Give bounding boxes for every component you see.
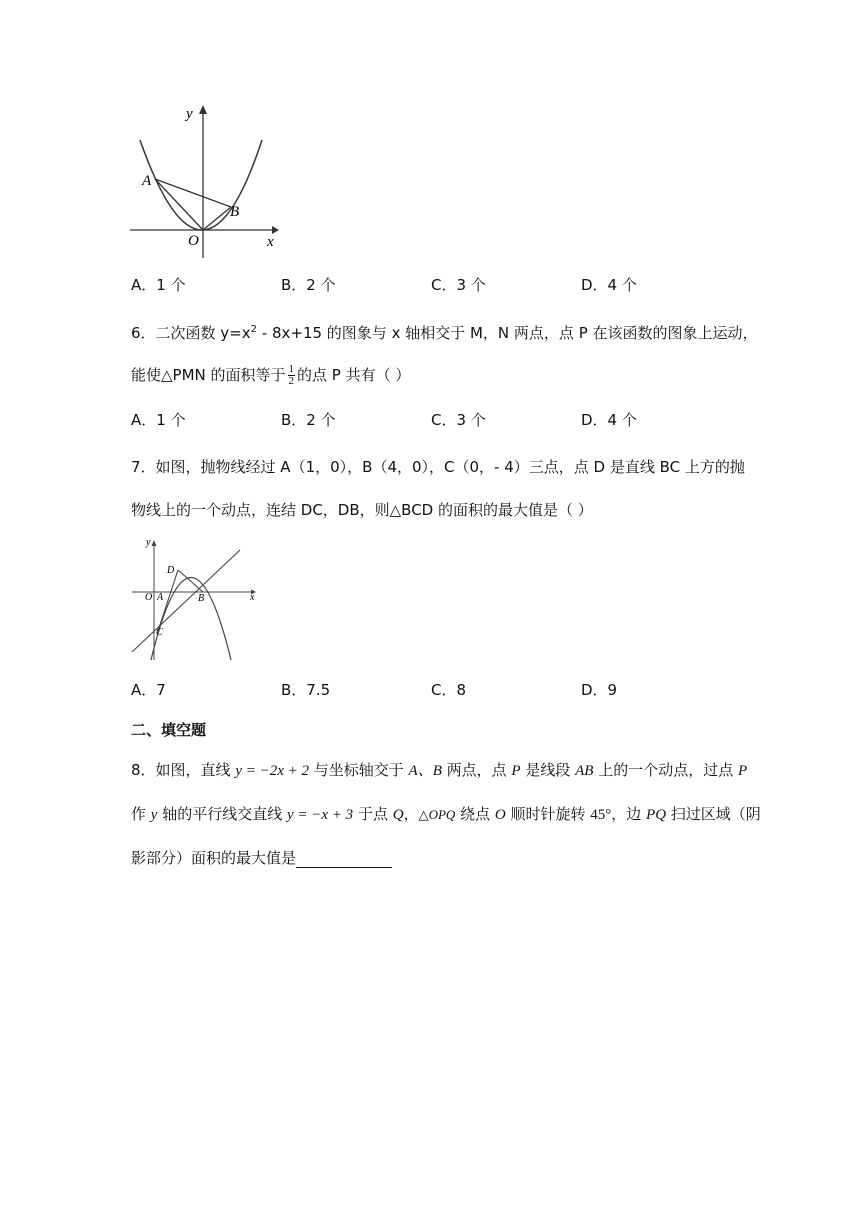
q8-t4: 是线段 bbox=[520, 761, 576, 779]
q8-line-2 bbox=[131, 804, 761, 825]
q8-t14: 影部分）面积的最大值是 bbox=[131, 849, 297, 867]
q6-option-a: A．1 个 bbox=[131, 411, 186, 429]
q8-t6: 作 bbox=[131, 805, 151, 823]
q8-point-p: P bbox=[511, 763, 521, 779]
y-axis-arrow bbox=[199, 105, 207, 114]
q8-t1: 8．如图，直线 bbox=[131, 761, 236, 779]
q6-line-2 bbox=[131, 362, 410, 388]
q6-line-1 bbox=[131, 320, 758, 343]
q8-point-o: O bbox=[494, 807, 506, 823]
segment-oa bbox=[155, 179, 203, 230]
q6-frac-num: 1 bbox=[288, 363, 295, 375]
q8-t13: 扫过区域（阴 bbox=[666, 805, 761, 823]
label-a: A bbox=[157, 592, 164, 603]
q6-option-d: D．4 个 bbox=[581, 411, 637, 429]
label-y: y bbox=[146, 537, 151, 548]
q5-option-b: B．2 个 bbox=[281, 276, 336, 294]
q5-option-c: C．3 个 bbox=[431, 276, 486, 294]
q8-t12: ，边 bbox=[611, 805, 647, 823]
q8-t10: 绕点 bbox=[455, 805, 495, 823]
label-y: y bbox=[186, 106, 193, 122]
q8-point-p-2: P bbox=[738, 763, 748, 779]
label-d: D bbox=[167, 565, 175, 576]
q5-option-a: A．1 个 bbox=[131, 276, 186, 294]
q8-t7: 轴的平行线交直线 bbox=[157, 805, 287, 823]
label-x: x bbox=[267, 234, 274, 250]
parabola-bcd-figure bbox=[128, 535, 268, 665]
q7-option-d: D．9 bbox=[581, 681, 618, 699]
q7-line-2: 物线上的一个动点，连结 DC，DB，则△BCD 的面积的最大值是（ ） bbox=[131, 501, 593, 519]
y-axis-arrow bbox=[152, 540, 157, 546]
q8-t5: 上的一个动点，过点 bbox=[593, 761, 739, 779]
q8-segment-ab: AB bbox=[575, 763, 594, 779]
q8-t3: 两点，点 bbox=[441, 761, 512, 779]
label-b: B bbox=[198, 593, 205, 604]
q8-line-3 bbox=[131, 848, 392, 868]
q8-y-axis-var: y bbox=[150, 807, 158, 823]
q8-angle: 45° bbox=[590, 807, 612, 823]
parabola-curve bbox=[151, 578, 231, 661]
q7-option-a: A．7 bbox=[131, 681, 166, 699]
q8-line-eq-2: y = −x + 3 bbox=[287, 807, 354, 823]
q7-option-b: B．7.5 bbox=[281, 681, 331, 699]
q5-option-d: D．4 个 bbox=[581, 276, 637, 294]
label-x: x bbox=[250, 592, 255, 603]
x-axis-arrow bbox=[272, 226, 279, 234]
q6-text-a: 6．二次函数 y=x bbox=[131, 324, 251, 342]
label-b: B bbox=[230, 204, 240, 220]
q6-text-d: 的点 P 共有（ ） bbox=[297, 366, 411, 384]
q8-line-1 bbox=[131, 760, 747, 781]
parabola-triangle-figure bbox=[128, 100, 288, 260]
q7-line-1: 7．如图，抛物线经过 A（1，0），B（4，0），C（0，- 4）三点，点 D 是直线 BC 上方的抛 bbox=[131, 458, 745, 476]
label-a: A bbox=[142, 173, 152, 189]
q8-line-eq-1: y = −2x + 2 bbox=[235, 763, 309, 779]
section-heading-fill-in: 二、填空题 bbox=[131, 721, 207, 739]
q6-text-c: 能使△PMN 的面积等于 bbox=[131, 366, 286, 384]
parabola-curve bbox=[140, 140, 262, 230]
segment-ob bbox=[203, 207, 231, 230]
q8-edge-pq: PQ bbox=[646, 807, 667, 823]
q8-points-ab: A、B bbox=[408, 763, 442, 779]
q6-text-b: - 8x+15 的图象与 x 轴相交于 M，N 两点，点 P 在该函数的图象上运动， bbox=[257, 324, 758, 342]
q8-answer-blank[interactable] bbox=[296, 851, 392, 868]
q6-exponent: 2 bbox=[250, 324, 258, 335]
q6-option-b: B．2 个 bbox=[281, 411, 336, 429]
q8-t8: 于点 bbox=[353, 805, 393, 823]
q6-frac-den: 2 bbox=[288, 375, 295, 387]
q8-t2: 与坐标轴交于 bbox=[309, 761, 409, 779]
q6-fraction bbox=[288, 364, 296, 387]
q8-t11: 顺时针旋转 bbox=[505, 805, 591, 823]
q8-point-q: Q bbox=[392, 807, 404, 823]
q7-option-c: C．8 bbox=[431, 681, 467, 699]
label-o: O bbox=[145, 592, 153, 603]
q8-triangle-opq: △OPQ bbox=[418, 807, 456, 822]
segment-ab bbox=[155, 179, 231, 207]
q8-t9: ， bbox=[403, 805, 419, 823]
label-c: C bbox=[156, 627, 163, 638]
label-o: O bbox=[188, 233, 199, 249]
q6-option-c: C．3 个 bbox=[431, 411, 486, 429]
